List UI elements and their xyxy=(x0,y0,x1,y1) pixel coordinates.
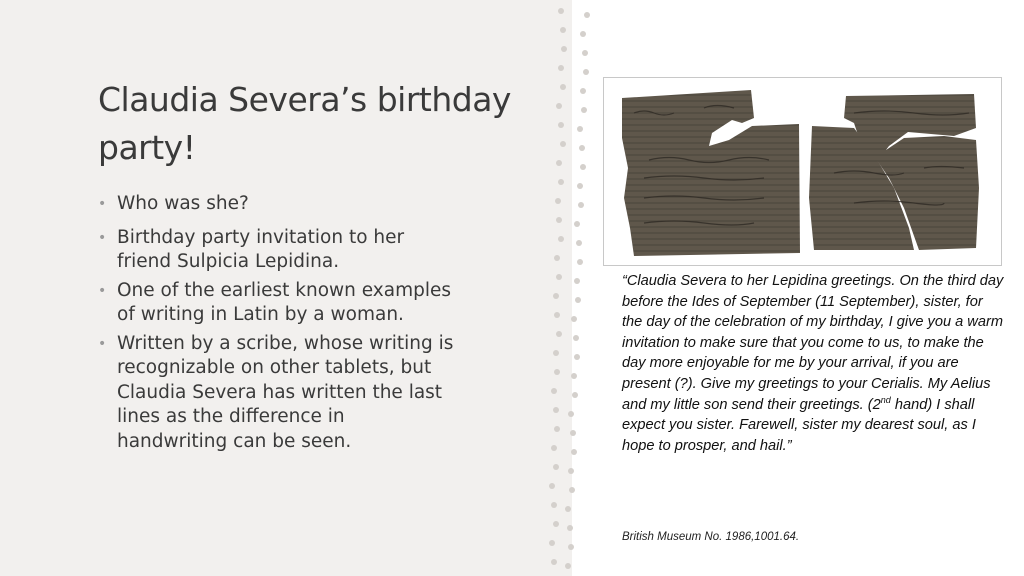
decorative-dot xyxy=(568,544,574,550)
decorative-dot xyxy=(553,407,559,413)
bullet-item: • Who was she? xyxy=(98,192,458,217)
vindolanda-tablet-illustration xyxy=(604,78,1001,265)
decorative-dot xyxy=(553,293,559,299)
decorative-dot xyxy=(582,50,588,56)
bullet-item: • Birthday party invitation to her friend Sulpicia Lepidina. xyxy=(98,226,405,272)
decorative-dot xyxy=(580,31,586,37)
decorative-dot xyxy=(577,126,583,132)
decorative-dot xyxy=(553,521,559,527)
tablet-image xyxy=(603,77,1002,266)
decorative-dot xyxy=(569,487,575,493)
decorative-dot xyxy=(570,430,576,436)
decorative-dot xyxy=(565,563,571,569)
decorative-dot xyxy=(560,84,566,90)
decorative-dot xyxy=(572,392,578,398)
bullet-icon: • xyxy=(98,229,107,246)
decorative-dot xyxy=(580,88,586,94)
decorative-dot xyxy=(575,297,581,303)
decorative-dot xyxy=(558,8,564,14)
decorative-dot xyxy=(553,350,559,356)
decorative-dot xyxy=(580,164,586,170)
bullet-icon: • xyxy=(98,196,107,212)
decorative-dot xyxy=(558,179,564,185)
bullet-icon: • xyxy=(98,335,107,352)
decorative-dot xyxy=(574,354,580,360)
translation-quote: “Claudia Severa to her Lepidina greetings. On the third day before the Ides of September (11 September), sister, for the day of the celebration of my birthday, I give you a warm invitation to make sure that you come to us, to make the day more enjoyable for me by your arrival, if you are present (?). Give my greetings to your Cerialis. My Aelius and my little son send their greetings. (2nd hand) I shall expect you sister. Farewell, sister my dearest soul, as I hope to prosper, and hail.” xyxy=(622,273,1004,454)
decorative-dot xyxy=(578,202,584,208)
bullet-item: • One of the earliest known examples of writing in Latin by a woman. xyxy=(98,279,452,325)
decorative-dot xyxy=(581,107,587,113)
decorative-dot xyxy=(571,373,577,379)
bullet-item: • Written by a scribe, whose writing is recognizable on other tablets, but Claudia Severa has written the last lines as the difference in handwriting can be seen. xyxy=(98,332,454,452)
decorative-dot xyxy=(551,502,557,508)
slide-title: Claudia Severa’s birthday party! xyxy=(98,80,511,167)
decorative-dot xyxy=(568,411,574,417)
decorative-dot xyxy=(574,221,580,227)
decorative-dot xyxy=(577,259,583,265)
decorative-dot xyxy=(560,27,566,33)
decorative-dot xyxy=(560,141,566,147)
decorative-dot xyxy=(558,122,564,128)
decorative-dot xyxy=(551,388,557,394)
bullet-icon: • xyxy=(98,282,107,299)
decorative-dot xyxy=(584,12,590,18)
decorative-dot xyxy=(583,69,589,75)
decorative-dot xyxy=(556,331,562,337)
decorative-dot xyxy=(558,236,564,242)
decorative-dot xyxy=(551,559,557,565)
decorative-dot xyxy=(558,65,564,71)
decorative-dot xyxy=(573,335,579,341)
decorative-dot xyxy=(553,464,559,470)
decorative-dot xyxy=(551,445,557,451)
decorative-dot xyxy=(571,449,577,455)
decorative-dot xyxy=(568,468,574,474)
decorative-dot xyxy=(577,183,583,189)
decorative-dot xyxy=(574,278,580,284)
image-caption: British Museum No. 1986,1001.64. xyxy=(622,531,800,543)
decorative-dot xyxy=(579,145,585,151)
decorative-dot xyxy=(576,240,582,246)
decorative-dot xyxy=(567,525,573,531)
decorative-dot xyxy=(555,198,561,204)
bullet-list xyxy=(98,192,458,458)
decorative-dot xyxy=(571,316,577,322)
